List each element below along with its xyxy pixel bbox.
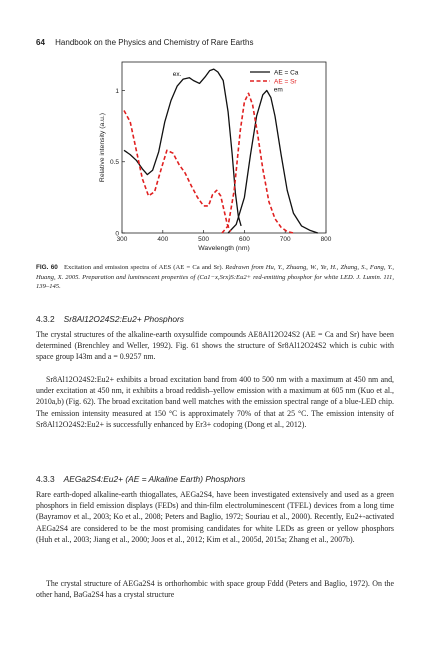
caption-label: FIG. 60 <box>36 264 58 271</box>
x-axis-label: Wavelength (nm) <box>198 245 250 252</box>
chart-labels <box>173 69 299 93</box>
excitation-label: ex. <box>172 71 182 79</box>
paragraph: The crystal structure of AEGa2S4 is orthorhombic with space group Fddd (Peters and Baglio, 1972). On the other hand, BaGa2S4 has a crystal structure <box>36 579 394 600</box>
running-header <box>36 38 396 47</box>
y-tick-label: 1 <box>115 87 119 95</box>
section-title: Sr8Al12O24S2:Eu2+ Phosphors <box>63 314 184 324</box>
x-tick-label: 500 <box>198 236 210 243</box>
legend-label-sr: AE = Sr <box>274 78 297 86</box>
paragraph: The crystal structures of the alkaline-earth oxysulfide compounds AE8Al12O24S2 (AE = Ca and Sr) have been determined (Brenchley and Weller, 1992). Fig. 61 shows the structure of Sr8Al12O24S2 which is cubic with space group I43m and a = 0.9257 nm. <box>36 330 394 362</box>
x-tick-label: 800 <box>320 236 332 243</box>
x-tick-label: 300 <box>116 236 128 243</box>
section-number: 4.3.3 <box>36 474 55 484</box>
y-axis-label: Relative intensity (a.u.) <box>99 112 106 183</box>
paragraph: Sr8Al12O24S2:Eu2+ exhibits a broad excitation band from 400 to 500 nm with a maximum at 450 nm and, under excitation at 450 nm, it exhibits a broad reddish–yellow emission with a maximum at 605 nm (Kuo et al., 2010a,b) (Fig. 62). The broad excitation band well matches with the emission spectral range of a blue-LED chip. The emission intensity measured at 150 °C is approximately 70% of that at 25 °C. The emission intensity of Sr8Al12O24S2:Eu2+ is successfully enhanced by Er3+ codoping (Dong et al., 2012). <box>36 375 394 429</box>
paragraph: Rare earth-doped alkaline-earth thiogallates, AEGa2S4, have been investigated extensively and used as a green phosphors in field emission displays (FEDs) and thin-film electroluminescent (TFEL) devices from a long time (Bayramov et al., 2003; Ko et al., 2008; Peters and Baglio, 1972; Souriau et al., 2000). Recently, Eu2+-activated AEGa2S4 are considered to be the most promising candidates for white LEDs as green or yellow phosphors (Huh et al., 2003; Jiang et al., 2000; Joos et al., 2012; Kim et al., 2005d, 2015a; Zhang et al., 2007b). <box>36 490 394 544</box>
caption-source: Redrawn from Hu, Y., Zhuang, W., Ye, H., Zhang, S., Fang, Y., Huang, X. 2005. Preparation and luminescent properties of (Ca1−x,Srx)S:Eu2+ red-emitting phosphor for white LED. J. Lumin. 111, 139–145. <box>36 264 395 291</box>
caption-text: Excitation and emission spectra of AES (AE = Ca and Sr). <box>64 264 224 271</box>
y-tick-label: 0 <box>115 230 119 238</box>
spectra-figure <box>70 52 370 258</box>
section-heading-4-3-3 <box>36 474 396 484</box>
legend-label-ca: AE = Ca <box>274 69 299 77</box>
x-tick-label: 400 <box>157 236 169 243</box>
chart-lines <box>124 69 318 233</box>
series-line-emission <box>228 91 318 234</box>
series-line-excitation <box>124 69 241 226</box>
section-title: AEGa2S4:Eu2+ (AE = Alkaline Earth) Phosphors <box>63 474 246 484</box>
running-title: Handbook on the Physics and Chemistry of Rare Earths <box>55 38 254 47</box>
emission-label: em <box>273 86 283 94</box>
figure-caption <box>36 263 394 292</box>
y-tick-label: 0.5 <box>109 159 119 167</box>
chart-axes <box>99 62 332 252</box>
series-line-excitation <box>124 111 231 232</box>
section-heading-4-3-2 <box>36 314 396 324</box>
x-tick-label: 700 <box>279 236 291 243</box>
x-tick-label: 600 <box>238 236 250 243</box>
section-number: 4.3.2 <box>36 314 55 324</box>
page-number: 64 <box>36 38 45 47</box>
